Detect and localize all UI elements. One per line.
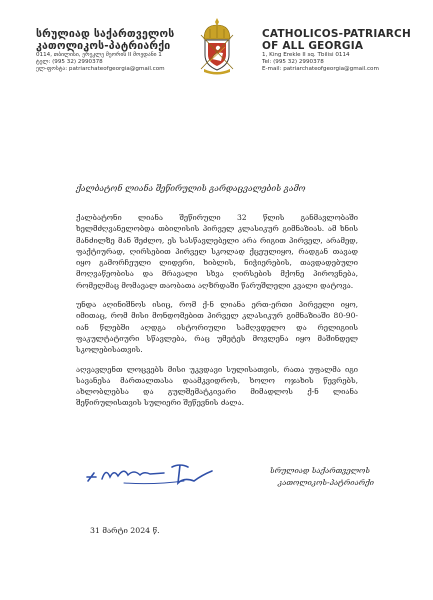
body-paragraph-1: ქალბატონი ლიანა შეწირული 32 წლის განმავლობაში ხელმძღვანელობდა თბილისის პირველ კლასიკურ გიმნაზიას. ამ ხნის მანძილზე მან შეძლო, ეს სასწავლებელი არა რიგით პირველ, არამედ, ფაქტიურად, ღირსებით პირველ სკოლად ქცეულიყო, რადგან თავად იყო გამორჩეული ლიდერი, ხიბლის, ნიჭიერების, თავდადებული მოღვაწეობისა და მრავალი სხვა ღირსების მქონე პიროვნება, რომელმაც მომავალ თაობათა აღზრდაში წარუშლელი კვალი დატოვა. [76, 213, 358, 290]
letter-title: ქალბატონ ლიანა შეწირულის გარდაცვალების გამო [76, 183, 306, 193]
letterhead-email-en: E-mail: patriarchateofgeorgia@gmail.com [262, 66, 379, 73]
body-paragraph-3: აღვავლენთ ლოცვებს მისი უკვდავი სულისათვის, რათა უფალმა იგი სავანესა მართალთასა დაამკვიდროს, ხოლო ოჯახის წევრებს, ახლობლებსა და გულშემატკივარი მიმადლოს ქ-ნ ლიანა შეწირულისთვის სულიერი შეწევნის ძალა. [76, 364, 358, 408]
patriarchate-emblem-icon [196, 17, 238, 75]
letterhead-title-line1: სრულიად საქართველოს [36, 28, 175, 40]
letterhead-georgian [36, 28, 196, 74]
letterhead-phone: ტელ: (995 32) 2990378 [36, 59, 103, 66]
letter-date: 31 მარტი 2024 წ. [90, 526, 160, 535]
letterhead-address-en: 1, King Erekle II sq. Tbilisi 0114 [262, 52, 350, 58]
signatory-line2: კათოლიკოს-პატრიარქი [278, 478, 374, 487]
body-paragraph-2: უნდა აღინიშნოს ისიც, რომ ქ-ნ ლიანა ერთ-ერთი პირველი იყო, იმითაც, რომ მისი მონდომებით პირველ კლასიკურ გიმნაზიაში 80-90-იან წლებში აღდგა ისტორიული სამღვდელო და რელიგიის ფაკულტატიური სწავლება, რაც უმეტეს მოვლენა იყო მაშინდელ სკოლებისათვის. [76, 300, 358, 355]
letterhead-phone-en: Tel: (995 32) 2990378 [262, 59, 324, 66]
letter-body [76, 212, 358, 417]
letterhead-email: ელ-ფოსტა: patriarchateofgeorgia@gmail.com [36, 66, 165, 73]
letterhead-title-en-line2: OF ALL GEORGIA [262, 40, 364, 52]
signatory-block [270, 465, 410, 489]
letterhead-address: 0114, თბილისი, ერეკლე მეორის II მოედანი 1 [36, 52, 162, 58]
handwritten-signature [84, 459, 234, 489]
letterhead [0, 0, 433, 92]
letterhead-title-line2: კათოლიკოს-პატრიარქი [36, 40, 171, 52]
signatory-line1: სრულიად საქართველოს [270, 466, 370, 475]
letterhead-english [262, 28, 412, 74]
letterhead-title-en-line1: CATHOLICOS-PATRIARCH [262, 28, 411, 40]
